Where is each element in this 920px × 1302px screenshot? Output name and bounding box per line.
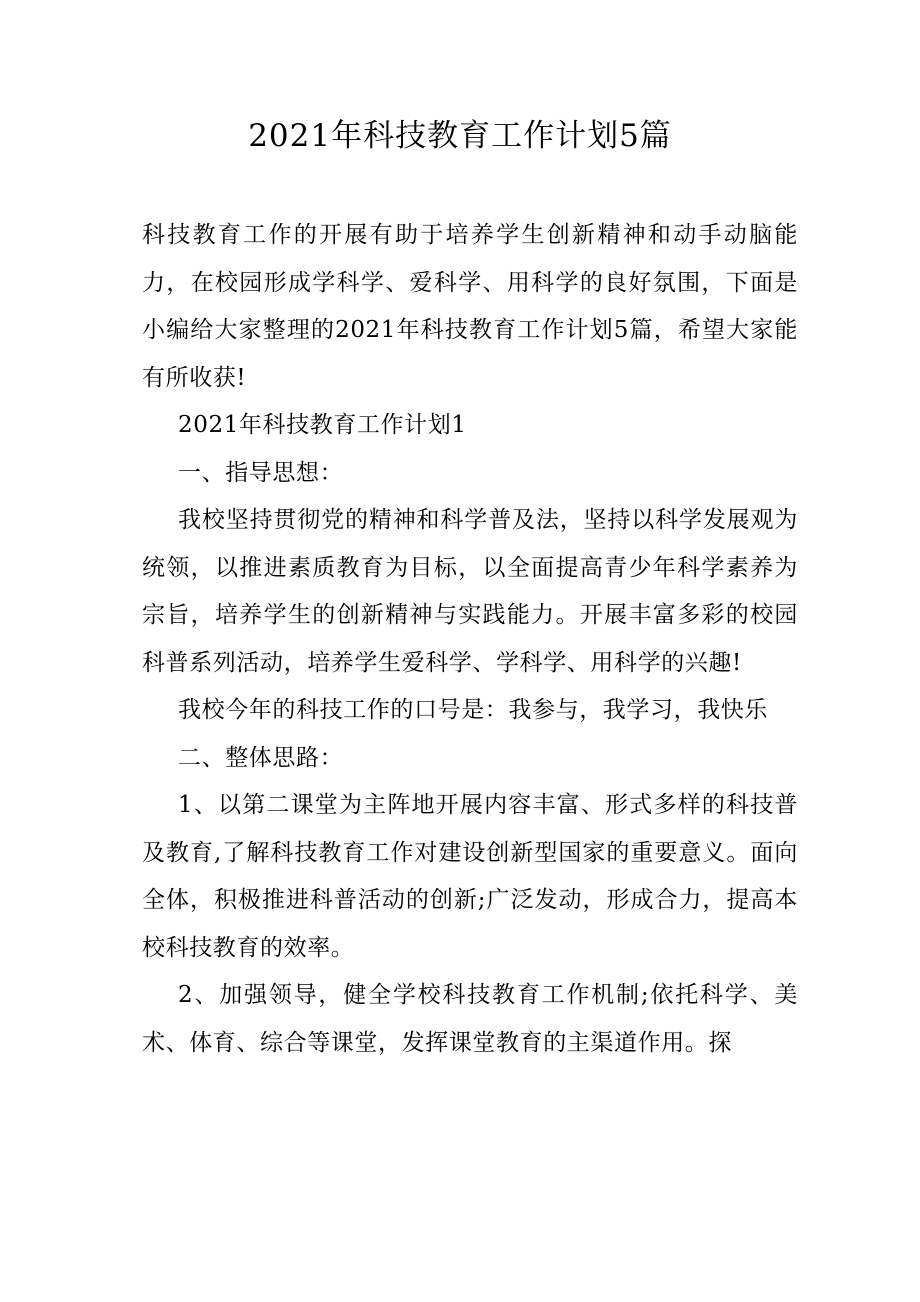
- heading-overall-approach: 二、整体思路：: [178, 744, 344, 771]
- intro-paragraph: 科技教育工作的开展有助于培养学生创新精神和动手动脑能力，在校园形成学科学、爱科学、用科学的良好氛围，下面是小编给大家整理的2021年科技教育工作计划5篇，希望大家能有所收获!: [142, 222, 798, 391]
- section-heading-plan-1: 2021年科技教育工作计划1: [178, 412, 467, 438]
- document-body: [142, 212, 798, 1067]
- document-title: 2021年科技教育工作计划5篇: [248, 118, 672, 154]
- paragraph-guiding-ideology: 我校坚持贯彻党的精神和科学普及法，坚持以科学发展观为统领，以推进素质教育为目标，以全面提高青少年科学素养为宗旨，培养学生的创新精神与实践能力。开展丰富多彩的校园科普系列活动，培养学生爱科学、学科学、用科学的兴趣!: [142, 507, 798, 676]
- heading-guiding-ideology: 一、指导思想：: [178, 459, 344, 486]
- paragraph-slogan: 我校今年的科技工作的口号是：我参与，我学习，我快乐: [178, 697, 768, 723]
- paragraph-item-1: 1、以第二课堂为主阵地开展内容丰富、形式多样的科技普及教育,了解科技教育工作对建设创新型国家的重要意义。面向全体，积极推进科普活动的创新;广泛发动，形成合力，提高本校科技教育的效率。: [142, 792, 798, 961]
- paragraph-item-2: 2、加强领导，健全学校科技教育工作机制;依托科学、美术、体育、综合等课堂，发挥课堂教育的主渠道作用。探: [142, 982, 798, 1056]
